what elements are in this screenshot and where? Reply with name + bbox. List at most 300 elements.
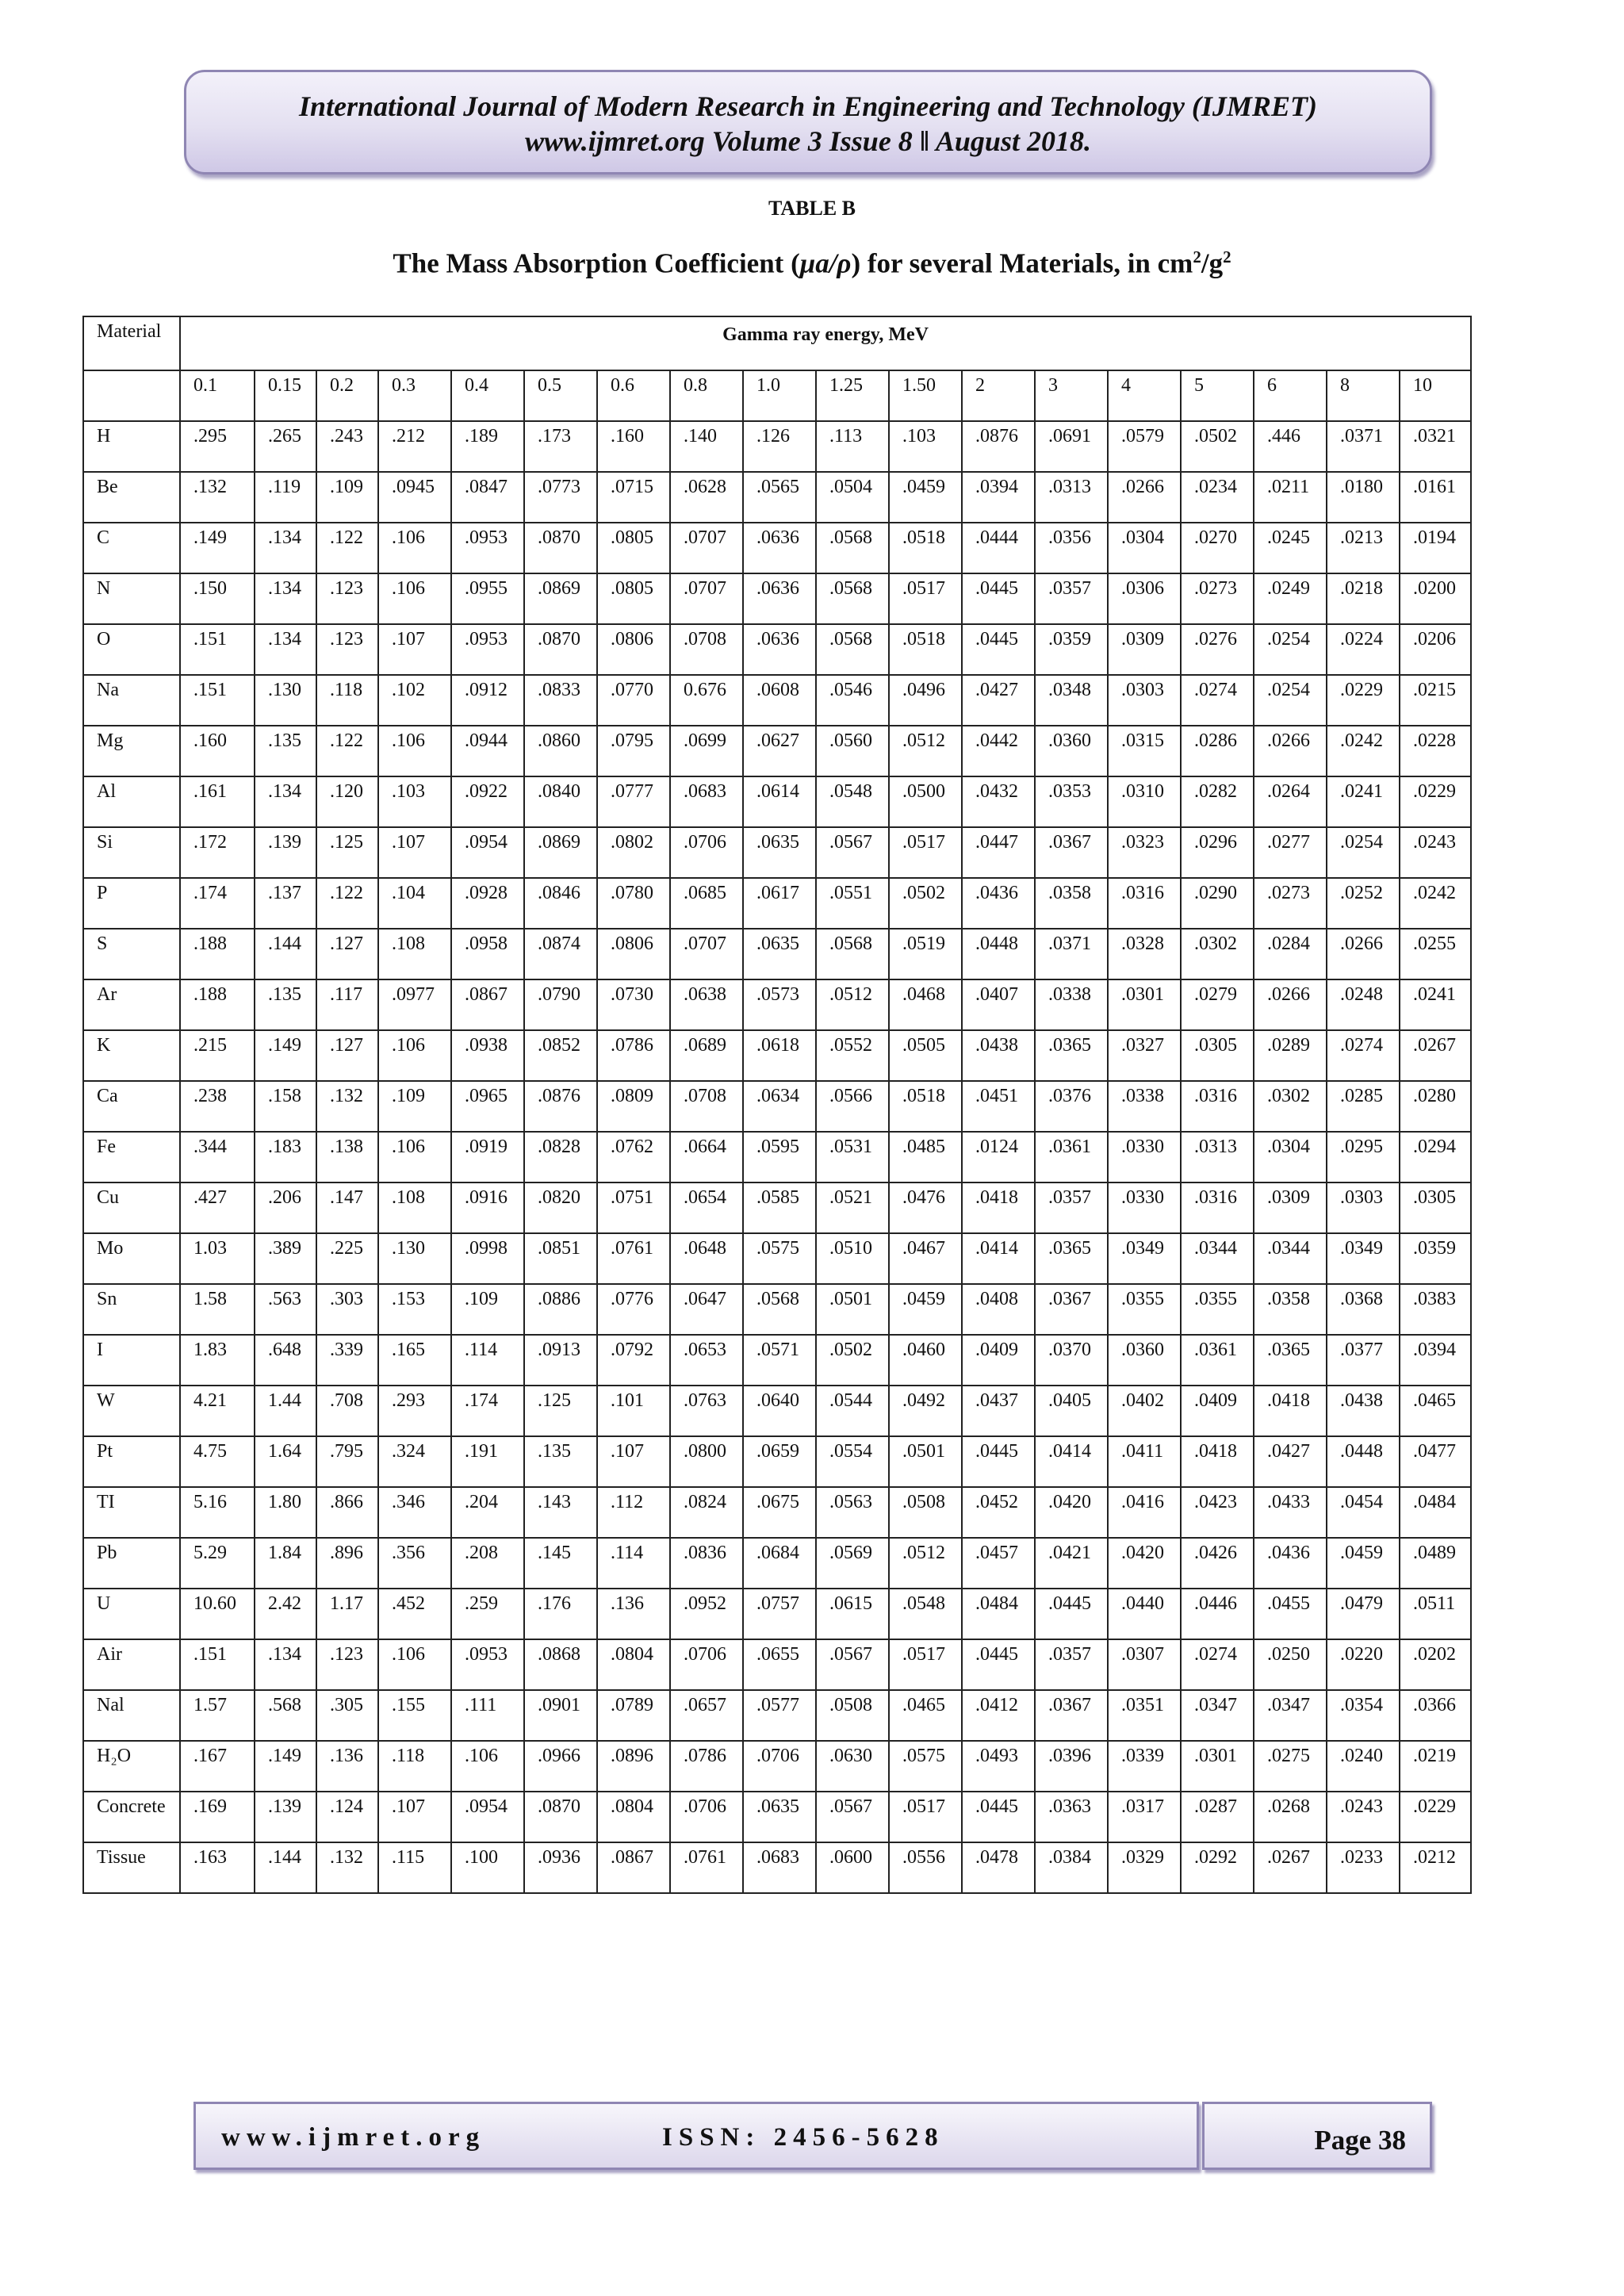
value-cell: .0287 [1181,1792,1254,1842]
value-cell: .0484 [1400,1487,1471,1538]
value-cell: .0867 [597,1842,670,1893]
value-cell: .0245 [1254,523,1327,573]
value-cell: .135 [524,1436,597,1487]
value-cell: .0664 [670,1132,743,1182]
value-cell: .0953 [451,624,524,675]
value-cell: .118 [316,675,378,726]
value-cell: .0242 [1400,878,1471,929]
value-cell: .0901 [524,1690,597,1741]
value-cell: 1.64 [255,1436,316,1487]
value-cell: .107 [378,624,451,675]
value-cell: .0213 [1327,523,1400,573]
value-cell: .0274 [1327,1030,1400,1081]
value-cell: .117 [316,979,378,1030]
value-cell: .0266 [1254,979,1327,1030]
table-row [83,1284,1471,1335]
value-cell: .0684 [743,1538,816,1589]
value-cell: .125 [524,1386,597,1436]
energy-header-cell: 3 [1035,370,1108,421]
value-cell: .120 [316,776,378,827]
value-cell: .324 [378,1436,451,1487]
value-cell: .109 [316,472,378,523]
value-cell: .172 [180,827,255,878]
value-cell: .0233 [1327,1842,1400,1893]
value-cell: .0279 [1181,979,1254,1030]
value-cell: 1.17 [316,1589,378,1639]
value-cell: .0595 [743,1132,816,1182]
value-cell: .122 [316,523,378,573]
value-cell: .0566 [816,1081,889,1132]
value-cell: .0301 [1181,1741,1254,1792]
caption-prefix: The Mass Absorption Coefficient ( [393,247,800,279]
value-cell: .127 [316,1030,378,1081]
value-cell: .0365 [1035,1030,1108,1081]
value-cell: .0414 [962,1233,1035,1284]
value-cell: .0250 [1254,1639,1327,1690]
material-name: C [83,523,180,573]
value-cell: .0366 [1400,1690,1471,1741]
value-cell: .0445 [962,1436,1035,1487]
value-cell: .0302 [1181,929,1254,979]
value-cell: .0552 [816,1030,889,1081]
value-cell: .0313 [1181,1132,1254,1182]
value-cell: .0868 [524,1639,597,1690]
value-cell: .0477 [1400,1436,1471,1487]
caption-sup1: 2 [1193,247,1201,266]
page-footer [193,2102,1432,2170]
value-cell: .0577 [743,1690,816,1741]
value-cell: .305 [316,1690,378,1741]
value-cell: .0241 [1400,979,1471,1030]
value-cell: .0761 [597,1233,670,1284]
value-cell: .0916 [451,1182,524,1233]
value-cell: .0468 [889,979,962,1030]
value-cell: .0952 [670,1589,743,1639]
value-cell: .0567 [816,827,889,878]
value-cell: .0518 [889,523,962,573]
value-cell: .0636 [743,624,816,675]
value-cell: .155 [378,1690,451,1741]
value-cell: .0303 [1327,1182,1400,1233]
value-cell: .0418 [962,1182,1035,1233]
value-cell: .568 [255,1690,316,1741]
value-cell: .0347 [1254,1690,1327,1741]
value-cell: .0691 [1035,421,1108,472]
value-cell: .139 [255,1792,316,1842]
value-cell: .0707 [670,573,743,624]
value-cell: .0786 [597,1030,670,1081]
value-cell: .0657 [670,1690,743,1741]
gamma-energy-title: Gamma ray energy, MeV [180,316,1471,370]
value-cell: .0420 [1108,1538,1181,1589]
value-cell: .191 [451,1436,524,1487]
value-cell: .107 [378,1792,451,1842]
value-cell: .0777 [597,776,670,827]
material-name: Fe [83,1132,180,1182]
value-cell: .0438 [962,1030,1035,1081]
value-cell: .0367 [1035,1690,1108,1741]
value-cell: .122 [316,878,378,929]
value-cell: .0432 [962,776,1035,827]
value-cell: .0358 [1035,878,1108,929]
value-cell: .0316 [1181,1182,1254,1233]
value-cell: .0653 [670,1335,743,1386]
value-cell: .0358 [1254,1284,1327,1335]
value-cell: .106 [378,1030,451,1081]
value-cell: .0377 [1327,1335,1400,1386]
value-cell: .0531 [816,1132,889,1182]
value-cell: .0357 [1035,573,1108,624]
value-cell: 0.676 [670,675,743,726]
value-cell: .0763 [670,1386,743,1436]
material-name: U [83,1589,180,1639]
value-cell: .0659 [743,1436,816,1487]
table-row [83,675,1471,726]
value-cell: .0708 [670,1081,743,1132]
material-name: Air [83,1639,180,1690]
material-name: Na [83,675,180,726]
value-cell: .0371 [1327,421,1400,472]
value-cell: .0280 [1400,1081,1471,1132]
value-cell: .0161 [1400,472,1471,523]
value-cell: .118 [378,1741,451,1792]
value-cell: .0708 [670,624,743,675]
value-cell: .0268 [1254,1792,1327,1842]
value-cell: .0965 [451,1081,524,1132]
table-row [83,1030,1471,1081]
value-cell: .0840 [524,776,597,827]
value-cell: .0638 [670,979,743,1030]
value-cell: .135 [255,726,316,776]
value-cell: .0501 [816,1284,889,1335]
value-cell: .0467 [889,1233,962,1284]
value-cell: .165 [378,1335,451,1386]
value-cell: .0418 [1181,1436,1254,1487]
value-cell: .0234 [1181,472,1254,523]
value-cell: .0517 [889,573,962,624]
value-cell: .106 [451,1741,524,1792]
value-cell: .0628 [670,472,743,523]
value-cell: .0355 [1108,1284,1181,1335]
value-cell: .265 [255,421,316,472]
value-cell: .144 [255,929,316,979]
value-cell: .0270 [1181,523,1254,573]
table-row [83,1436,1471,1487]
value-cell: .0551 [816,878,889,929]
value-cell: .0327 [1108,1030,1181,1081]
material-name: W [83,1386,180,1436]
value-cell: .0479 [1327,1589,1400,1639]
value-cell: .0267 [1254,1842,1327,1893]
value-cell: .0396 [1035,1741,1108,1792]
table-row [83,929,1471,979]
value-cell: .795 [316,1436,378,1487]
value-cell: .0423 [1181,1487,1254,1538]
value-cell: .0579 [1108,421,1181,472]
value-cell: .147 [316,1182,378,1233]
value-cell: .0383 [1400,1284,1471,1335]
value-cell: .136 [316,1741,378,1792]
value-cell: .0254 [1254,624,1327,675]
value-cell: 2.42 [255,1589,316,1639]
value-cell: .0618 [743,1030,816,1081]
material-name: Sn [83,1284,180,1335]
material-name: Nal [83,1690,180,1741]
value-cell: .100 [451,1842,524,1893]
value-cell: .130 [255,675,316,726]
value-cell: .0560 [816,726,889,776]
value-cell: .0445 [962,1792,1035,1842]
value-cell: .0510 [816,1233,889,1284]
value-cell: .0248 [1327,979,1400,1030]
value-cell: .102 [378,675,451,726]
value-cell: .0869 [524,827,597,878]
value-cell: .206 [255,1182,316,1233]
value-cell: .0437 [962,1386,1035,1436]
value-cell: .356 [378,1538,451,1589]
value-cell: .0886 [524,1284,597,1335]
value-cell: .0338 [1035,979,1108,1030]
value-cell: .344 [180,1132,255,1182]
value-cell: .137 [255,878,316,929]
value-cell: .174 [451,1386,524,1436]
table-row [83,472,1471,523]
value-cell: .0800 [670,1436,743,1487]
value-cell: .0762 [597,1132,670,1182]
value-cell: .123 [316,624,378,675]
value-cell: .0640 [743,1386,816,1436]
value-cell: 10.60 [180,1589,255,1639]
caption-suffix: ) for several Materials, in cm [851,247,1193,279]
value-cell: .0455 [1254,1589,1327,1639]
value-cell: .293 [378,1386,451,1436]
value-cell: .0789 [597,1690,670,1741]
value-cell: .0367 [1035,827,1108,878]
value-cell: .0508 [889,1487,962,1538]
value-cell: .0600 [816,1842,889,1893]
value-cell: .0521 [816,1182,889,1233]
value-cell: .0790 [524,979,597,1030]
value-cell: .149 [255,1741,316,1792]
value-cell: .0944 [451,726,524,776]
energy-header-cell: 0.2 [316,370,378,421]
value-cell: .0635 [743,1792,816,1842]
value-cell: .0229 [1327,675,1400,726]
value-cell: .0433 [1254,1487,1327,1538]
value-cell: .0761 [670,1842,743,1893]
value-cell: .151 [180,675,255,726]
value-cell: .0683 [743,1842,816,1893]
value-cell: .0349 [1108,1233,1181,1284]
value-cell: .0512 [816,979,889,1030]
value-cell: .452 [378,1589,451,1639]
value-cell: .0567 [816,1639,889,1690]
value-cell: .0876 [962,421,1035,472]
material-name: Ca [83,1081,180,1132]
value-cell: .0445 [962,1639,1035,1690]
material-name: N [83,573,180,624]
value-cell: .0277 [1254,827,1327,878]
value-cell: .0405 [1035,1386,1108,1436]
value-cell: .0953 [451,523,524,573]
journal-issue: www.ijmret.org Volume 3 Issue 8 ǁ August 2018. [525,125,1091,157]
value-cell: .0614 [743,776,816,827]
value-cell: 1.44 [255,1386,316,1436]
value-cell: .0828 [524,1132,597,1182]
value-cell: .167 [180,1741,255,1792]
value-cell: 5.16 [180,1487,255,1538]
table-row [83,1386,1471,1436]
value-cell: .0518 [889,624,962,675]
value-cell: .101 [597,1386,670,1436]
value-cell: .0870 [524,624,597,675]
value-cell: .866 [316,1487,378,1538]
value-cell: .0548 [816,776,889,827]
value-cell: .0339 [1108,1741,1181,1792]
journal-header [184,70,1432,174]
value-cell: .0315 [1108,726,1181,776]
value-cell: .134 [255,573,316,624]
value-cell: .0867 [451,979,524,1030]
value-cell: .0224 [1327,624,1400,675]
value-cell: .0323 [1108,827,1181,878]
value-cell: .106 [378,573,451,624]
table-row [83,421,1471,472]
value-cell: .0445 [962,573,1035,624]
value-cell: .0575 [743,1233,816,1284]
value-cell: .0860 [524,726,597,776]
value-cell: .0706 [670,1792,743,1842]
material-name: Al [83,776,180,827]
energy-header-cell: 1.0 [743,370,816,421]
value-cell: .0286 [1181,726,1254,776]
value-cell: .0919 [451,1132,524,1182]
value-cell: .160 [597,421,670,472]
value-cell: .0770 [597,675,670,726]
value-cell: .0512 [889,1538,962,1589]
value-cell: .174 [180,878,255,929]
value-cell: .188 [180,929,255,979]
energy-header-cell: 0.8 [670,370,743,421]
value-cell: .0309 [1254,1182,1327,1233]
value-cell: 1.03 [180,1233,255,1284]
value-cell: .0648 [670,1233,743,1284]
table-row [83,1081,1471,1132]
value-cell: .0412 [962,1690,1035,1741]
value-cell: .0457 [962,1538,1035,1589]
value-cell: .0266 [1108,472,1181,523]
value-cell: .0384 [1035,1842,1108,1893]
value-cell: .0274 [1181,675,1254,726]
value-cell: .0376 [1035,1081,1108,1132]
value-cell: .0804 [597,1792,670,1842]
value-cell: .0359 [1035,624,1108,675]
caption-mid: /g [1201,247,1224,279]
value-cell: .0451 [962,1081,1035,1132]
value-cell: .0715 [597,472,670,523]
value-cell: .0360 [1108,1335,1181,1386]
value-cell: .0444 [962,523,1035,573]
energy-header-row [83,370,1471,421]
table-row [83,624,1471,675]
value-cell: .169 [180,1792,255,1842]
value-cell: .112 [597,1487,670,1538]
value-cell: .0501 [889,1436,962,1487]
value-cell: .0212 [1400,1842,1471,1893]
value-cell: .106 [378,726,451,776]
value-cell: .0806 [597,929,670,979]
value-cell: .0240 [1327,1741,1400,1792]
value-cell: .107 [378,827,451,878]
value-cell: .0436 [1254,1538,1327,1589]
energy-header-cell: 5 [1181,370,1254,421]
energy-header-cell: 0.6 [597,370,670,421]
value-cell: .0459 [1327,1538,1400,1589]
value-cell: .125 [316,827,378,878]
value-cell: .0344 [1181,1233,1254,1284]
energy-header-cell: 2 [962,370,1035,421]
value-cell: .0998 [451,1233,524,1284]
value-cell: .0757 [743,1589,816,1639]
value-cell: .0241 [1327,776,1400,827]
value-cell: .0313 [1035,472,1108,523]
value-cell: .0454 [1327,1487,1400,1538]
value-cell: .0966 [524,1741,597,1792]
table-row [83,1538,1471,1589]
material-name: Mg [83,726,180,776]
value-cell: .0330 [1108,1132,1181,1182]
value-cell: .0615 [816,1589,889,1639]
value-cell: .0349 [1327,1233,1400,1284]
value-cell: .0304 [1108,523,1181,573]
value-cell: .109 [451,1284,524,1335]
value-cell: .0229 [1400,776,1471,827]
value-cell: .346 [378,1487,451,1538]
value-cell: .0254 [1327,827,1400,878]
value-cell: .139 [255,827,316,878]
value-cell: .0955 [451,573,524,624]
value-cell: .176 [524,1589,597,1639]
value-cell: .0202 [1400,1639,1471,1690]
value-cell: .0571 [743,1335,816,1386]
value-cell: .225 [316,1233,378,1284]
value-cell: .113 [816,421,889,472]
value-cell: .144 [255,1842,316,1893]
table-caption [0,247,1624,280]
table-row [83,1589,1471,1639]
energy-header-cell: 0.1 [180,370,255,421]
value-cell: .0273 [1254,878,1327,929]
value-cell: .0347 [1181,1690,1254,1741]
value-cell: .149 [255,1030,316,1081]
value-cell: .0870 [524,1792,597,1842]
footer-left-box [193,2102,1199,2170]
material-name: Tissue [83,1842,180,1893]
table-label: TABLE B [768,197,856,220]
value-cell: .0427 [962,675,1035,726]
value-cell: .0565 [743,472,816,523]
value-cell: .0751 [597,1182,670,1233]
footer-issn: ISSN: 2456-5628 [662,2123,944,2152]
value-cell: .0215 [1400,675,1471,726]
value-cell: .238 [180,1081,255,1132]
energy-header-cell: 8 [1327,370,1400,421]
material-name: H₂O [83,1741,180,1792]
value-cell: .0575 [889,1741,962,1792]
value-cell: .0896 [597,1741,670,1792]
material-name: Be [83,472,180,523]
value-cell: .0554 [816,1436,889,1487]
